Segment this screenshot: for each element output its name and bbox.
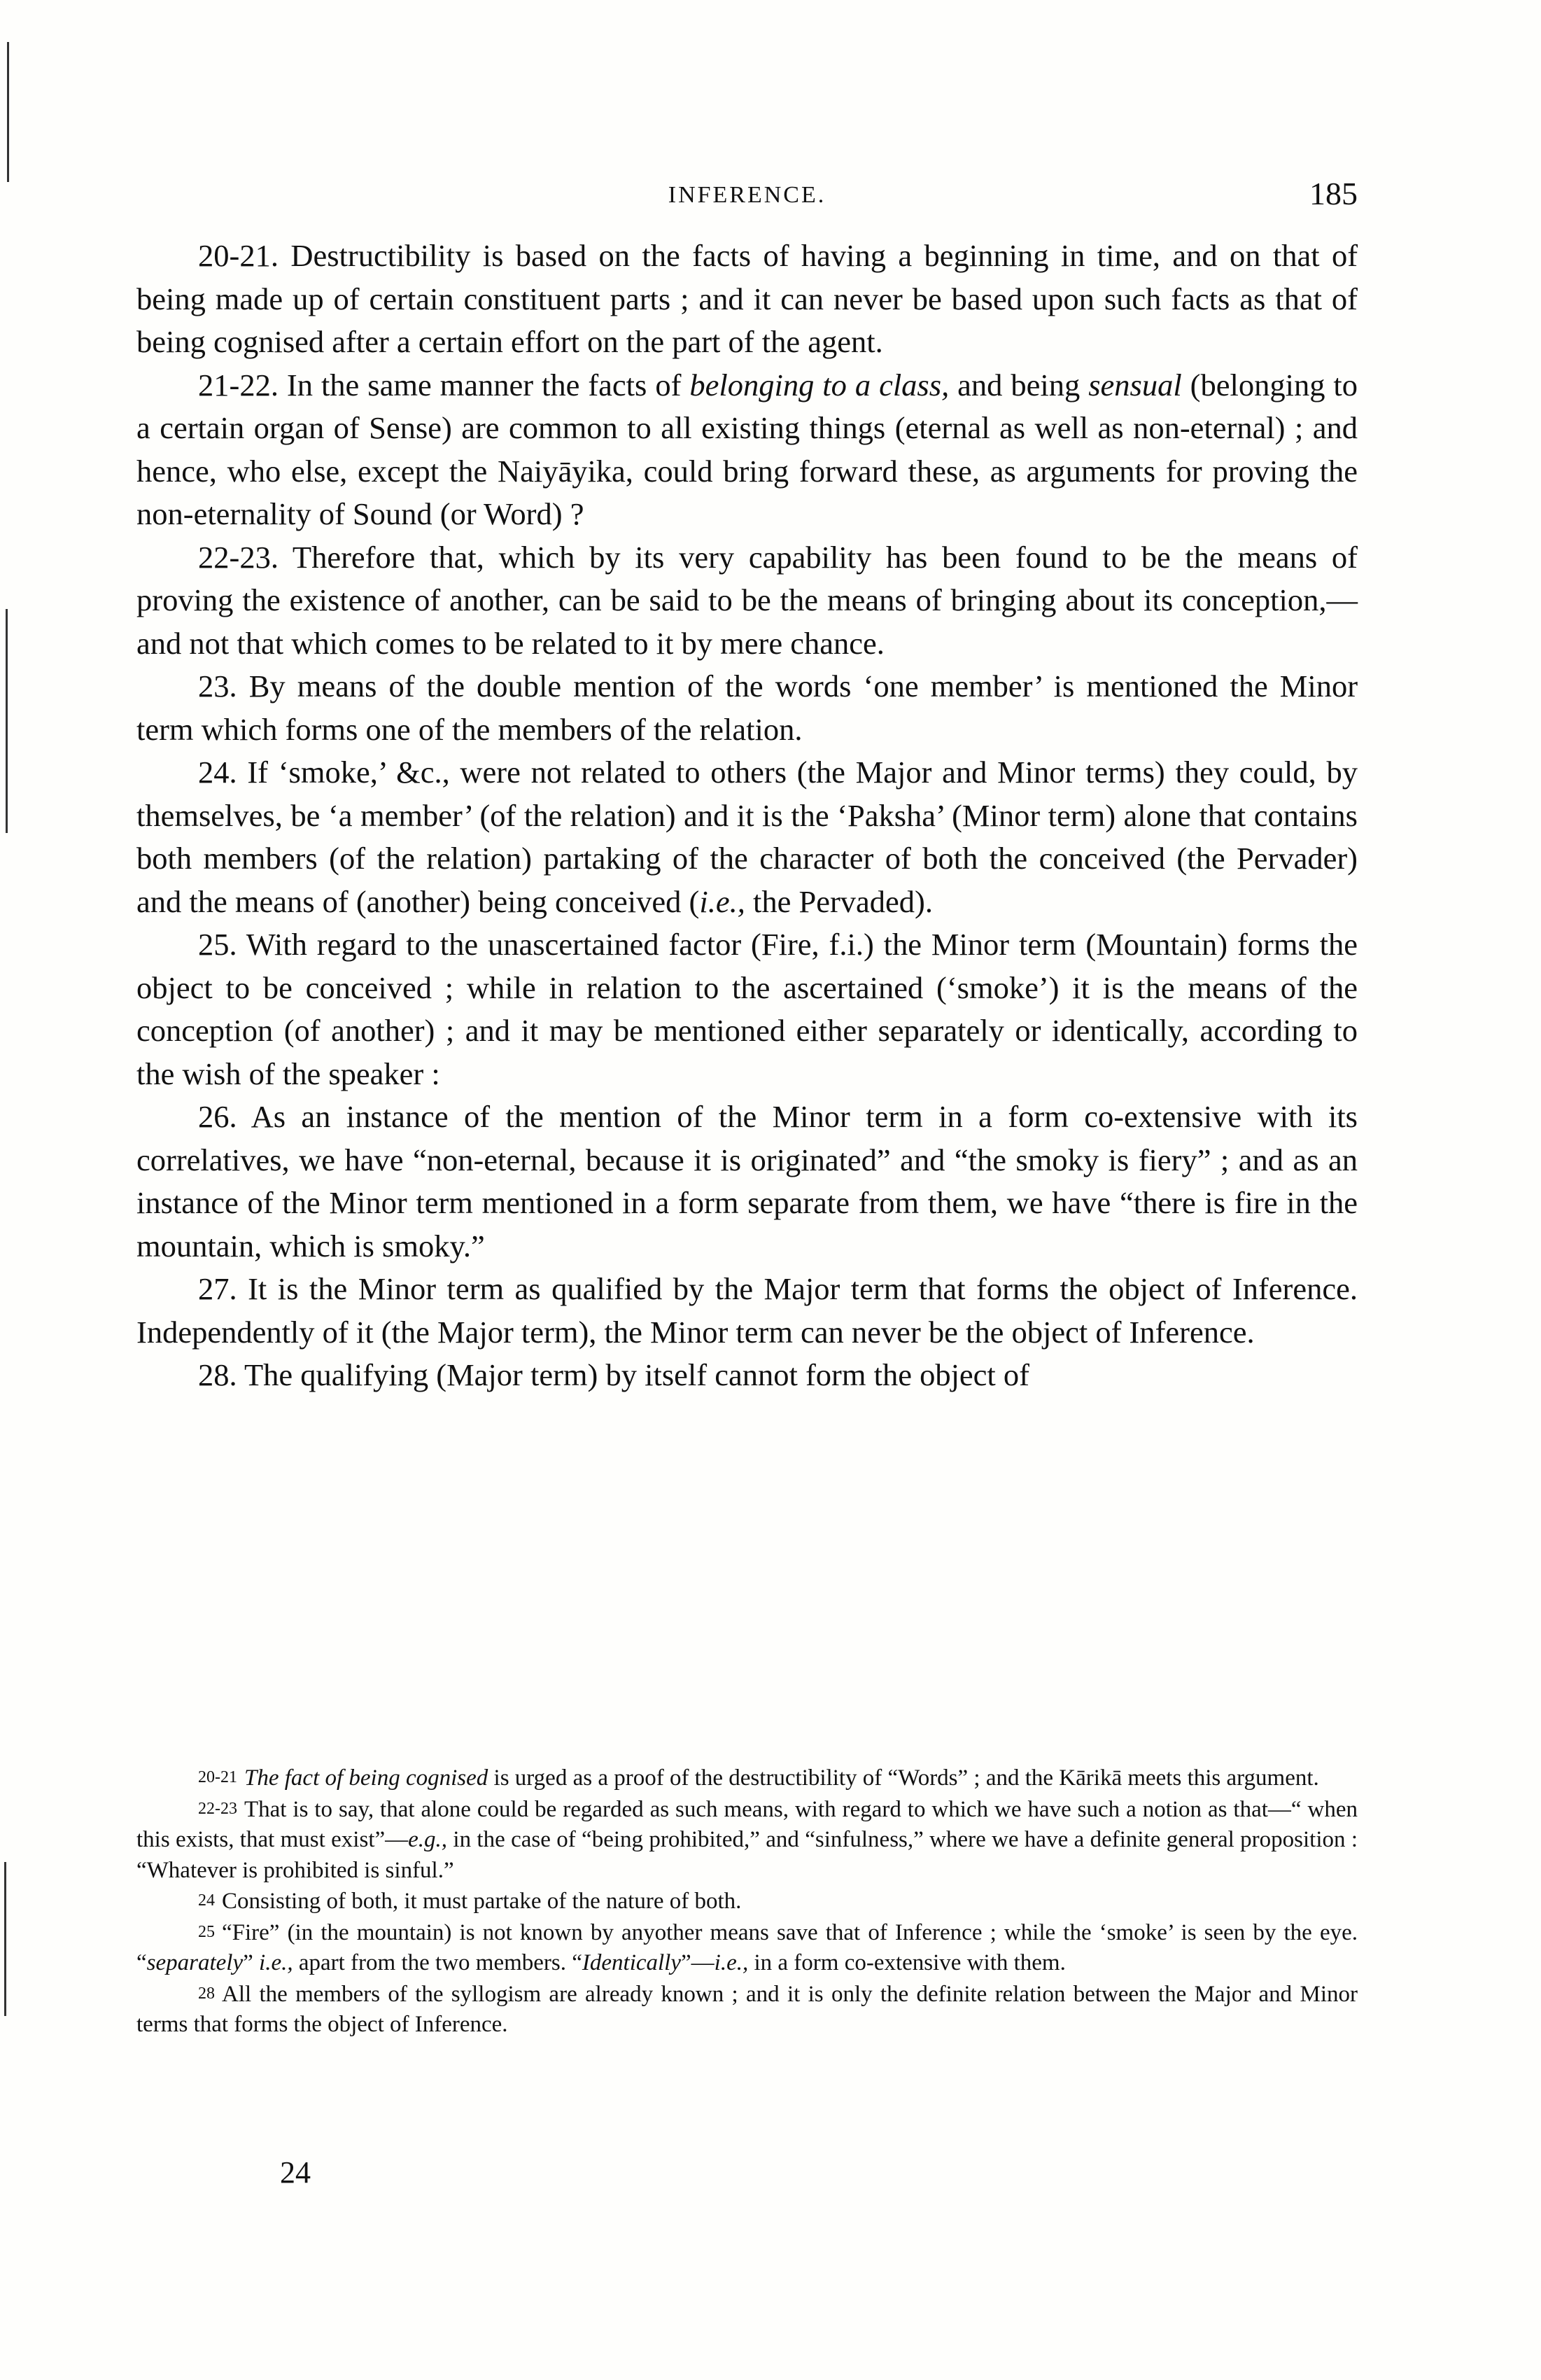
paragraph-number: 25.	[198, 927, 237, 962]
page-header	[136, 175, 1358, 217]
footnote-number: 28	[198, 1984, 215, 2003]
text-run: ”	[243, 1950, 260, 1975]
footnote-number: 22-23	[198, 1799, 237, 1818]
text-run: Destructibility is based on the facts of having a beginning in time, and on that of being made up of certain constituent parts ; and it can never be based upon such facts as that of being cognised after a certain effort on the part of the agent.	[136, 238, 1358, 359]
italic-text: i.e.,	[699, 883, 745, 919]
italic-text: i.e.,	[714, 1950, 749, 1975]
text-run: With regard to the unascertained factor (Fire, f.i.) the Minor term (Mountain) forms the object to be conceived ; while in relation to the ascertained (‘smoke’) it is the means of the conception (of another) ; and it may be mentioned either separately or identically, according to the wish of the speaker :	[136, 927, 1358, 1091]
paragraph-number: 26.	[198, 1099, 237, 1134]
text-run: the Pervaded).	[745, 883, 934, 919]
text-run: in a form co-extensive with them.	[748, 1950, 1066, 1975]
footnotes	[136, 1763, 1358, 2040]
paragraph-number: 28.	[198, 1357, 237, 1392]
text-run: ”—	[681, 1950, 715, 1975]
text-run: apart from the two members. “	[293, 1950, 582, 1975]
footnote-number: 25	[198, 1922, 215, 1941]
italic-text: i.e.,	[259, 1950, 293, 1975]
footnote	[136, 1886, 1358, 1917]
footnote	[136, 1763, 1358, 1794]
paragraph-number: 23.	[198, 668, 237, 704]
text-run: That is to say, that alone could be regarded as such means, with regard to which we have such a notion as that—“ when this exists, that must exist”—	[136, 1796, 1358, 1852]
paragraph	[136, 1268, 1358, 1354]
text-run: By means of the double mention of the words ‘one member’ is mentioned the Minor term which forms one of the members of the relation.	[136, 668, 1358, 747]
paragraph-number: 27.	[198, 1271, 237, 1306]
paragraph	[136, 751, 1358, 923]
text-run: Consisting of both, it must partake of the nature of both.	[222, 1889, 742, 1914]
paragraph	[136, 234, 1358, 364]
paragraph	[136, 1354, 1358, 1397]
body-text	[136, 234, 1358, 1397]
text-run: and being	[949, 367, 1089, 402]
footnote	[136, 1794, 1358, 1886]
paragraph-number: 22-23.	[198, 539, 279, 575]
footnote-number: 24	[198, 1891, 215, 1910]
italic-text: belonging to a class,	[689, 367, 950, 402]
text-run: is urged as a proof of the destructibility of “Words” ; and the Kārikā meets this argument.	[488, 1765, 1319, 1791]
italic-text: e.g.,	[408, 1827, 448, 1852]
text-run: All the members of the syllogism are already known ; and it is only the definite relation between the Major and Minor terms that forms the object of Inference.	[136, 1981, 1358, 2037]
footnote	[136, 1979, 1358, 2040]
italic-text: The fact of being cognised	[244, 1765, 488, 1791]
text-run: (belonging to a certain organ of Sense) are common to all existing things (eternal as well as non-eternal) ; and hence, who else, except the Naiyāyika, could bring forward these, as arguments for proving the non-eternality of Sound (or Word) ?	[136, 367, 1358, 531]
signature-mark: 24	[280, 2155, 311, 2190]
page-number: 185	[1309, 176, 1358, 211]
text-run: in the case of “being prohibited,” and “sinfulness,” where we have a definite general proposition : “Whatever is prohibited is sinful.”	[136, 1827, 1358, 1883]
scan-edge-mark	[4, 1862, 6, 2016]
text-run: Therefore that, which by its very capability has been found to be the means of proving the existence of another, can be said to be the means of bringing about its conception,—and not that which comes to be related to it by mere chance.	[136, 539, 1358, 661]
footnote-number: 20-21	[198, 1768, 237, 1786]
scan-edge-mark	[7, 42, 9, 182]
paragraph	[136, 923, 1358, 1096]
text-run: It is the Minor term as qualified by the Major term that forms the object of Inference. Independently of it (the Major term), the Minor term can never be the object of Inference.	[136, 1271, 1358, 1350]
running-head: INFERENCE.	[668, 182, 826, 208]
paragraph-number: 24.	[198, 755, 237, 790]
paragraph	[136, 364, 1358, 536]
text-run: “Fire” (in the mountain) is not known by anyother means save that of Inference ; while the ‘smoke’ is seen by the eye. “	[136, 1919, 1358, 1975]
italic-text: sensual	[1088, 367, 1182, 402]
text-run: In the same manner the facts of	[286, 367, 690, 402]
text-run: If ‘smoke,’ &c., were not related to others (the Major and Minor terms) they could, by themselves, be ‘a member’ (of the relation) and it is the ‘Paksha’ (Minor term) alone that contains both members (of the relation) partaking of the character of both the conceived (the Pervader) and the means of (another) being conceived (	[136, 755, 1358, 919]
italic-text: Identically	[582, 1950, 681, 1975]
text-run: The qualifying (Major term) by itself cannot form the object of	[244, 1357, 1029, 1392]
paragraph-number: 20-21.	[198, 238, 279, 273]
paragraph	[136, 1096, 1358, 1268]
scan-edge-mark	[6, 609, 8, 833]
paragraph-number: 21-22.	[198, 367, 279, 402]
italic-text: separately	[146, 1950, 244, 1975]
paragraph	[136, 665, 1358, 751]
paragraph	[136, 536, 1358, 666]
footnote	[136, 1917, 1358, 1979]
text-run: As an instance of the mention of the Minor term in a form co-extensive with its correlatives, we have “non-eternal, because it is originated” and “the smoky is fiery” ; and as an instance of the Minor term mentioned in a form separate from them, we have “there is fire in the mountain, which is smoky.”	[136, 1099, 1358, 1264]
